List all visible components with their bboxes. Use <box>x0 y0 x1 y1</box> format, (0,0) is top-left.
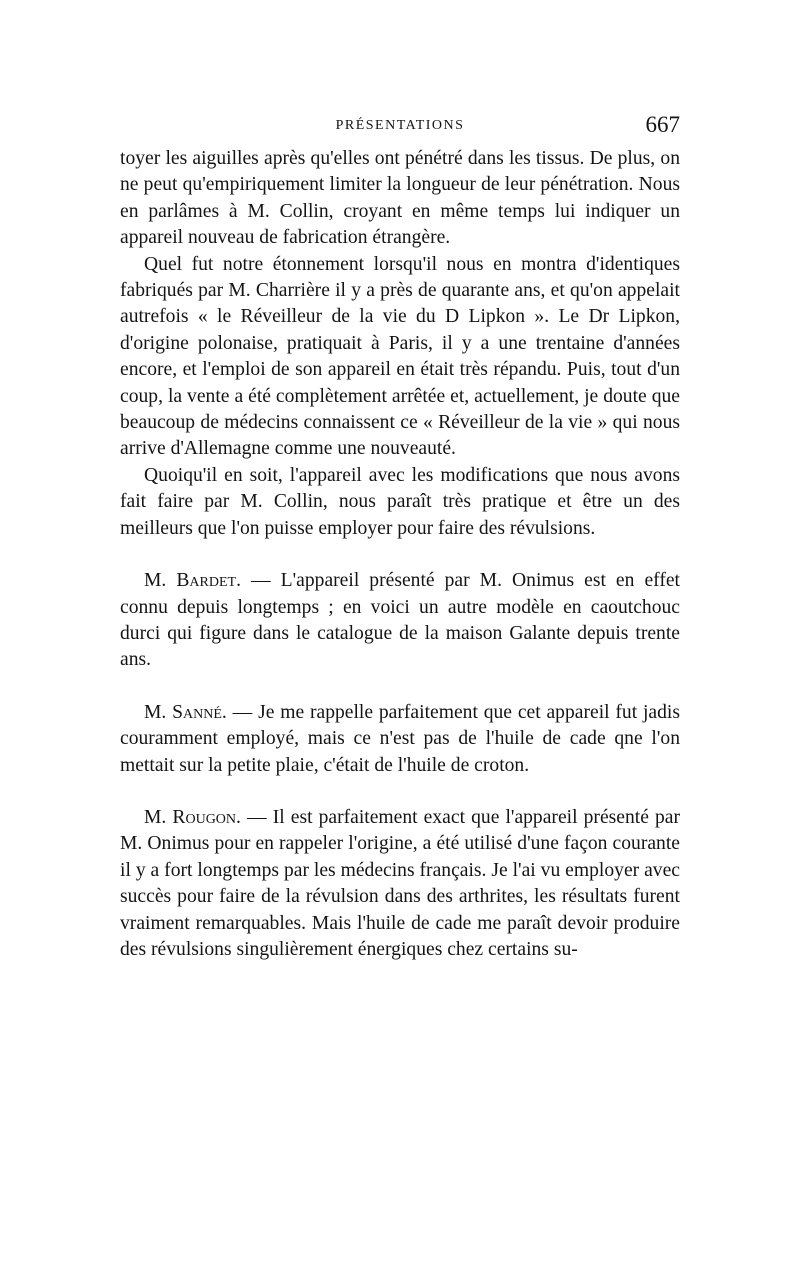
speaker-name: M. Bardet. <box>144 570 241 592</box>
running-head: PRÉSENTATIONS <box>335 118 465 133</box>
page-header <box>120 112 680 142</box>
speech-text: — Il est parfaitement exact que l'appareil présenté par M. Onimus pour en rappeler l'origine, a été utilisé d'une façon courante il y a fort longtemps par les médecins français. Je l'ai vu employer avec succès pour faire de la révulsion dans des arthrites, les résultats furent vraiment remarquables. Mais l'huile de cade me paraît devoir produire des révulsions singulièrement énergiques chez certains su- <box>120 806 680 960</box>
paragraph-lipkon <box>120 252 680 463</box>
speech-sanne <box>120 700 680 779</box>
speaker-name: M. Sanné. <box>144 701 227 723</box>
paragraph-continuation <box>120 146 680 252</box>
paragraph-collin <box>120 463 680 542</box>
paragraph-text: toyer les aiguilles après qu'elles ont pénétré dans les tissus. De plus, on ne peut qu'empiriquement limiter la longueur de leur pénétration. Nous en parlâmes à M. Collin, croyant en même temps lui indiquer un appareil nouveau de fabrication étrangère. <box>120 148 680 249</box>
speech-rougon <box>120 805 680 963</box>
page-number: 667 <box>645 112 680 137</box>
speech-bardet <box>120 568 680 674</box>
body-text <box>120 146 680 963</box>
paragraph-text: Quel fut notre étonnement lorsqu'il nous en montra d'identiques fabriqués par M. Charrière il y a près de quarante ans, et qu'on appelait autrefois « le Réveilleur de la vie du D Lipkon ». Le Dr Lipkon, d'origine polonaise, pratiquait à Paris, il y a une trentaine d'années encore, et l'emploi de son appareil en était très répandu. Puis, tout d'un coup, la vente a été complètement arrêtée et, actuellement, je doute que beaucoup de médecins connaissent ce « Réveilleur de la vie » qui nous arrive d'Allemagne comme une nouveauté. <box>120 253 680 460</box>
speech-text: — L'appareil présenté par M. Onimus est en effet connu depuis longtemps ; en voici un autre modèle en caoutchouc durci qui figure dans le catalogue de la maison Galante depuis trente ans. <box>120 570 680 671</box>
paragraph-text: Quoiqu'il en soit, l'appareil avec les modifications que nous avons fait faire par M. Collin, nous paraît très pratique et être un des meilleurs que l'on puisse employer pour faire des révulsions. <box>120 464 680 539</box>
speaker-name: M. Rougon. <box>144 806 241 828</box>
speech-text: — Je me rappelle parfaitement que cet appareil fut jadis couramment employé, mais ce n'est pas de l'huile de cade qne l'on mettait sur la petite plaie, c'était de l'huile de croton. <box>120 701 680 776</box>
